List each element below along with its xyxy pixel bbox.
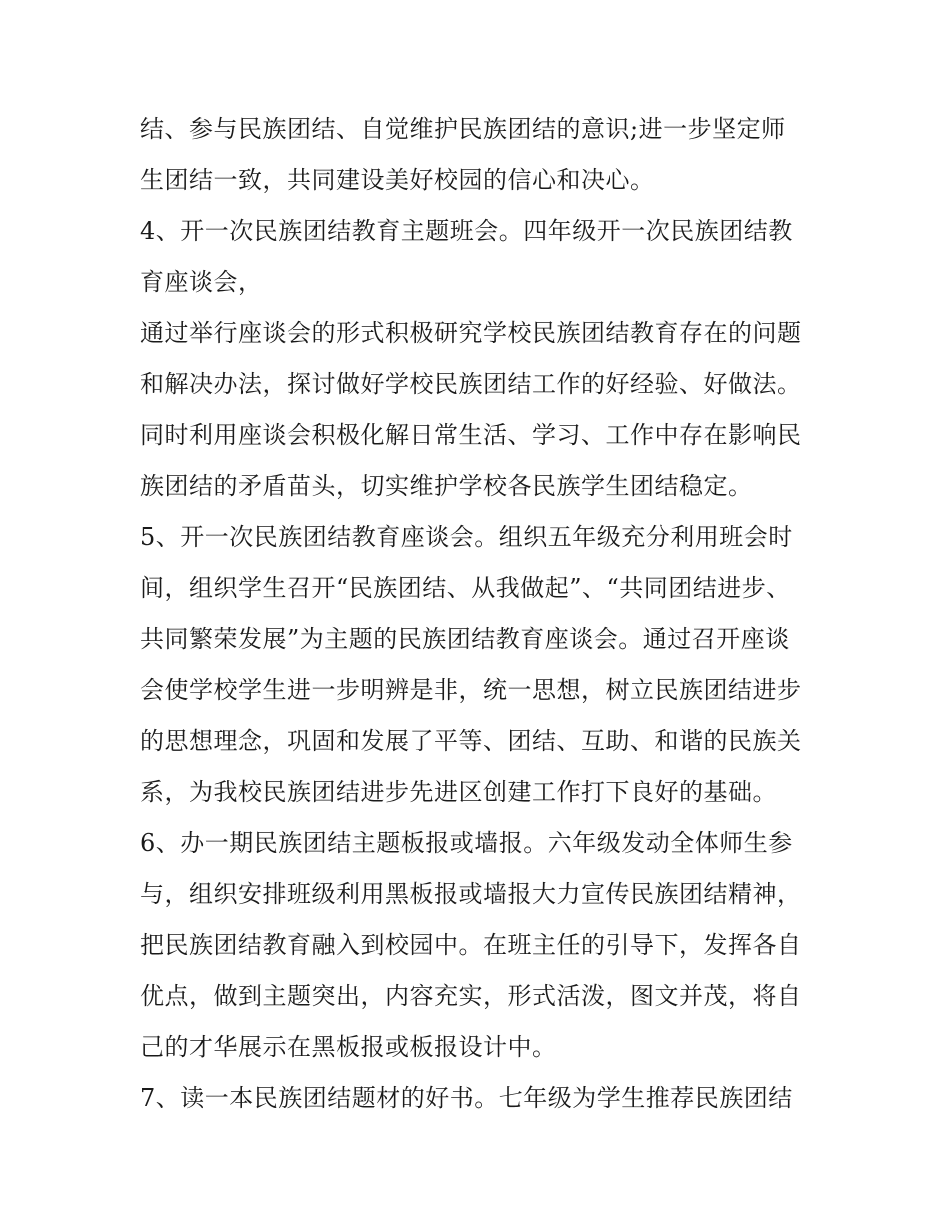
text-line-13: 的思想理念，巩固和发展了平等、团结、互助、和谐的民族关 [140,727,802,755]
text-line-9: 5、开一次民族团结教育座谈会。组织五年级充分利用班会时 [140,523,793,551]
text-line-8: 族团结的矛盾苗头，切实维护学校各民族学生团结稳定。 [140,472,753,500]
text-line-5: 通过举行座谈会的形式积极研究学校民族团结教育存在的问题 [140,319,802,347]
text-line-18: 优点，做到主题突出，内容充实，形式活泼，图文并茂，将自 [140,982,802,1010]
text-line-10: 间，组织学生召开“民族团结、从我做起”、“共同团结进步、 [140,574,791,602]
text-line-15: 6、办一期民族团结主题板报或墙报。六年级发动全体师生参 [140,829,793,857]
text-line-14: 系，为我校民族团结进步先进区创建工作打下良好的基础。 [140,778,777,806]
text-line-2: 生团结一致，共同建设美好校园的信心和决心。 [140,166,655,194]
text-line-16: 与，组织安排班级利用黑板报或墙报大力宣传民族团结精神， [140,880,802,908]
text-line-4: 育座谈会， [140,268,263,296]
text-line-19: 己的才华展示在黑板报或板报设计中。 [140,1033,557,1061]
text-line-3: 4、开一次民族团结教育主题班会。四年级开一次民族团结教 [140,217,793,245]
text-line-1: 结、参与民族团结、自觉维护民族团结的意识;进一步坚定师 [140,115,786,143]
text-line-6: 和解决办法，探讨做好学校民族团结工作的好经验、好做法。 [140,370,802,398]
text-line-20: 7、读一本民族团结题材的好书。七年级为学生推荐民族团结 [140,1084,793,1112]
text-line-12: 会使学校学生进一步明辨是非，统一思想，树立民族团结进步 [140,676,802,704]
text-line-11: 共同繁荣发展”为主题的民族团结教育座谈会。通过召开座谈 [140,625,790,653]
text-line-7: 同时利用座谈会积极化解日常生活、学习、工作中存在影响民 [140,421,802,449]
text-line-17: 把民族团结教育融入到校园中。在班主任的引导下，发挥各自 [140,931,802,959]
